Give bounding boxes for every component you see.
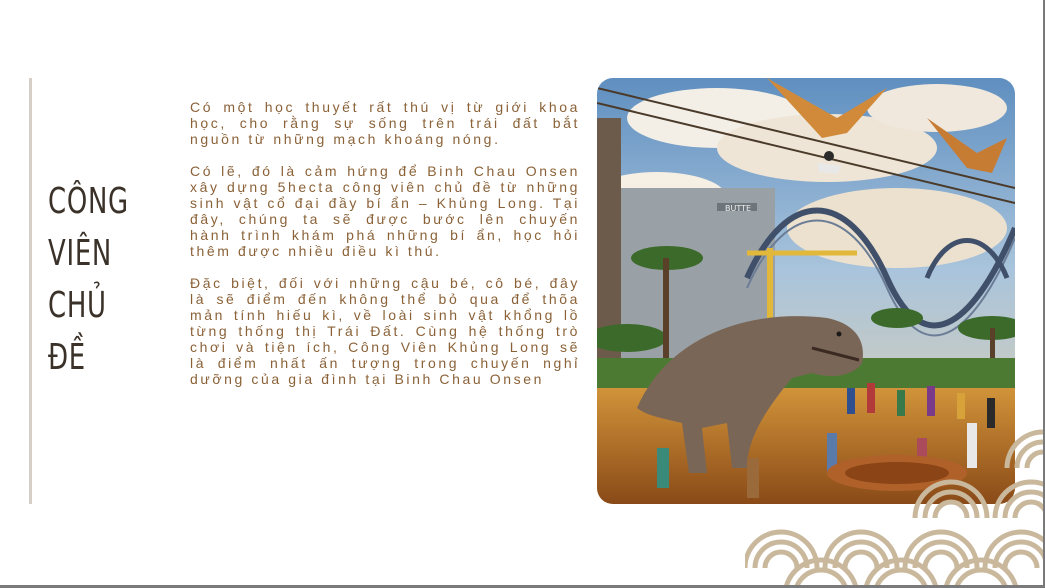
title-line: CHỦ [48,285,107,326]
body-text [190,99,580,403]
paragraph: Có lẽ, đó là cảm hứng để Binh Chau Onsen xây dựng 5hecta công viên chủ đề từ những sinh vật cổ đại đầy bí ẩn – Khủng Long. Tại đây, chúng ta sẽ được bước lên chuyến hành trình khám phá những bí ẩn, học hỏi thêm được nhiều điều kì thú. [190,163,580,259]
wave-pattern [745,408,1045,588]
slide-title [48,176,134,384]
title-line: VIÊN [48,233,113,274]
paragraph: Đặc biệt, đối với những cậu bé, cô bé, đây là sẽ điểm đến không thể bỏ qua để thõa mản tính hiếu kì, về loài sinh vật khổng lồ từng thống thị Trái Đất. Cùng hệ thống trò chơi và tiện ích, Công Viên Khủng Long sẽ là điểm nhất ấn tượng trong chuyến nghỉ dưỡng của gia đình tại Binh Chau Onsen [190,275,580,387]
paragraph: Có một học thuyết rất thú vị từ giới khoa học, cho rằng sự sống trên trái đất bắt nguồn từ những mạch khoáng nóng. [190,99,580,147]
building-sign: BUTTE [725,204,752,213]
accent-bar [29,78,32,504]
title-line: ĐỀ [48,337,86,378]
title-line: CÔNG [48,181,129,222]
